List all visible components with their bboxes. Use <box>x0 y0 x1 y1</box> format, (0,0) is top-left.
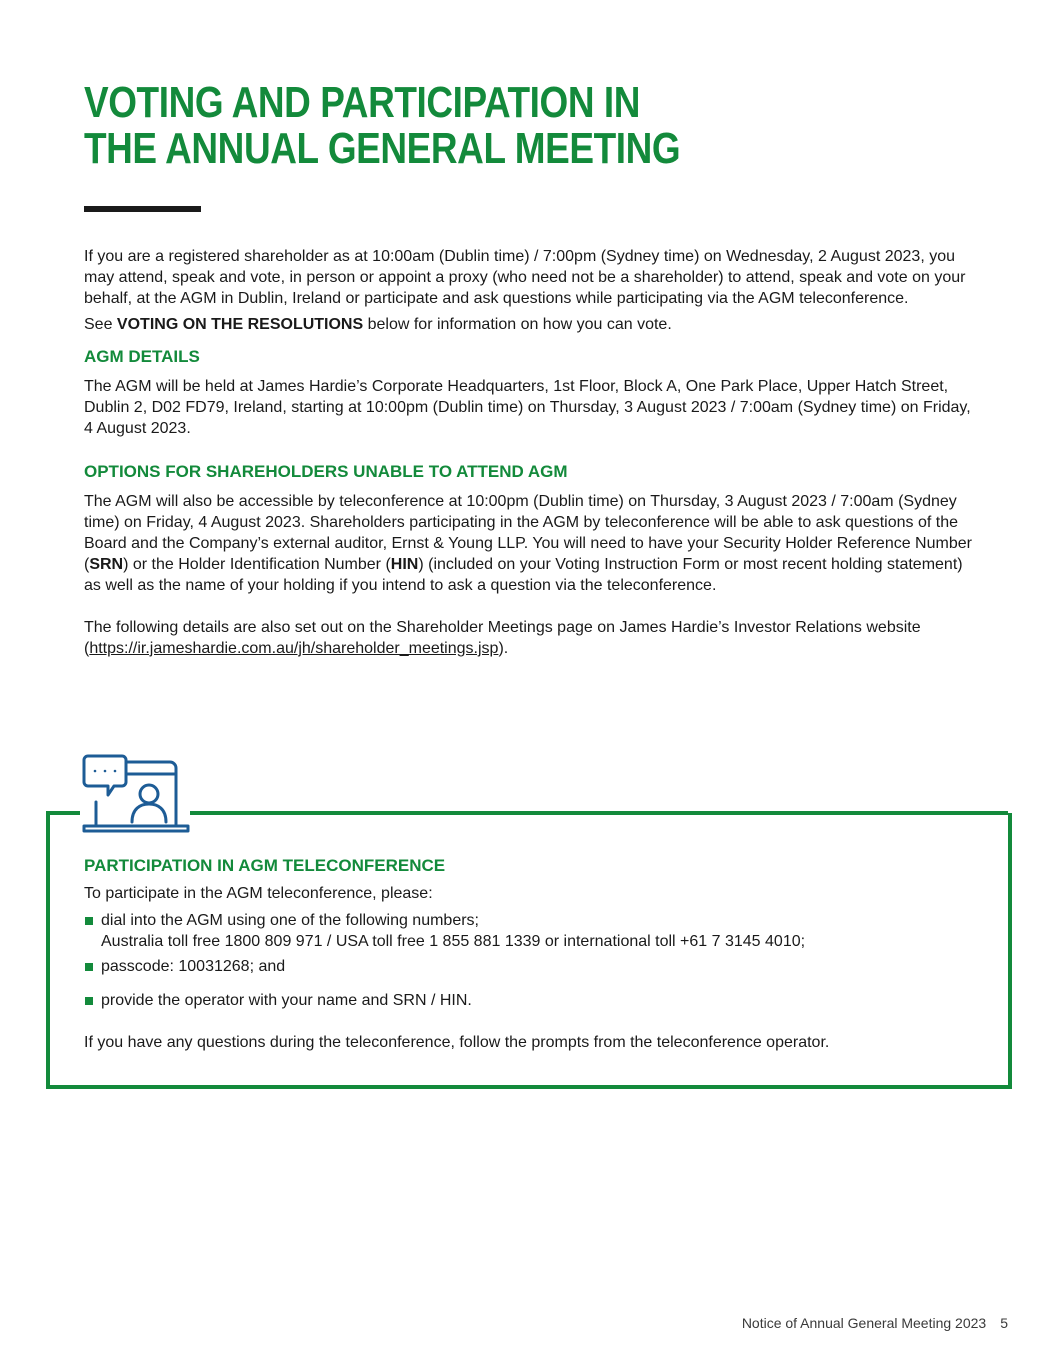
see-prefix: See <box>84 316 117 333</box>
list-item <box>84 956 984 977</box>
teleconference-closing: If you have any questions during the teleconference, follow the prompts from the teleconference operator. <box>84 1034 830 1051</box>
page-footer <box>742 1314 1008 1332</box>
options-p2-text-a: The following details are also set out on the Shareholder Meetings page on James Hardie’s Investor Relations website ( <box>84 619 921 657</box>
shareholder-meetings-link[interactable]: https://ir.jameshardie.com.au/jh/shareholder_meetings.jsp <box>89 640 499 657</box>
options-p1-text-c: ) (included on your Voting Instruction Form or most recent holding statement) as well as the name of your holding if you intend to ask a question via the teleconference. <box>84 556 963 594</box>
agm-details-body: The AGM will be held at James Hardie’s Corporate Headquarters, 1st Floor, Block A, One Park Place, Upper Hatch Street, Dublin 2, D02 FD79, Ireland, starting at 10:00pm (Dublin time) on Thursday, 3 August 2023 / 7:00am (Sydney time) on Friday, 4 August 2023. <box>84 378 971 437</box>
page-number: 5 <box>1000 1315 1008 1331</box>
options-paragraph-1 <box>84 491 974 596</box>
agm-details-heading: AGM DETAILS <box>84 347 200 366</box>
bullet-square-icon <box>85 997 93 1005</box>
page-title-line-1: VOTING AND PARTICIPATION IN <box>84 78 641 127</box>
list-item <box>84 910 984 952</box>
bullet-square-icon <box>85 917 93 925</box>
options-p1-text-a: The AGM will also be accessible by teleconference at 10:00pm (Dublin time) on Thursday, 3 August 2023 / 7:00am (Sydney time) on Friday, 4 August 2023. Shareholders participating in the AGM by teleconference will be able to ask questions of the Board and the Company’s external auditor, Ernst & Young LLP. You will need to have your Security Holder Reference Number ( <box>84 493 972 573</box>
hin-abbrev: HIN <box>390 556 419 573</box>
bullet-1-line-2: Australia toll free 1800 809 971 / USA toll free 1 855 881 1339 or international toll +61 7 3145 4010; <box>101 933 806 950</box>
title-underline-rule <box>84 206 201 212</box>
voting-on-resolutions-reference: VOTING ON THE RESOLUTIONS <box>116 316 364 333</box>
page-title-line-2: THE ANNUAL GENERAL MEETING <box>84 124 681 173</box>
srn-abbrev: SRN <box>89 556 124 573</box>
see-voting-paragraph <box>84 314 974 335</box>
footer-label: Notice of Annual General Meeting 2023 <box>741 1315 987 1331</box>
teleconference-content <box>84 855 984 1053</box>
options-paragraph-2 <box>84 617 974 659</box>
page-title <box>84 80 680 172</box>
main-content <box>84 246 974 659</box>
intro-paragraph: If you are a registered shareholder as at 10:00am (Dublin time) / 7:00pm (Sydney time) on Wednesday, 2 August 2023, you may attend, speak and vote, in person or appoint a proxy (who need not be a shareholder) to attend, speak and vote on your behalf, at the AGM in Dublin, Ireland or participate and ask questions while participating via the AGM teleconference. <box>84 248 966 307</box>
list-item <box>84 990 984 1011</box>
bullet-square-icon <box>85 963 93 971</box>
teleconference-intro: To participate in the AGM teleconference, please: <box>84 885 433 902</box>
bullet-3-text: provide the operator with your name and SRN / HIN. <box>101 992 472 1009</box>
bullet-1-line-1: dial into the AGM using one of the following numbers; <box>101 912 479 929</box>
options-p2-text-b: ). <box>498 640 509 657</box>
see-suffix: below for information on how you can vote. <box>363 316 672 333</box>
teleconference-heading: PARTICIPATION IN AGM TELECONFERENCE <box>84 856 446 875</box>
options-p1-text-b: ) or the Holder Identification Number ( <box>123 556 391 573</box>
bullet-2-text: passcode: 10031268; and <box>101 958 286 975</box>
teleconference-steps-list <box>84 910 984 1011</box>
options-heading: OPTIONS FOR SHAREHOLDERS UNABLE TO ATTEND AGM <box>84 462 568 481</box>
